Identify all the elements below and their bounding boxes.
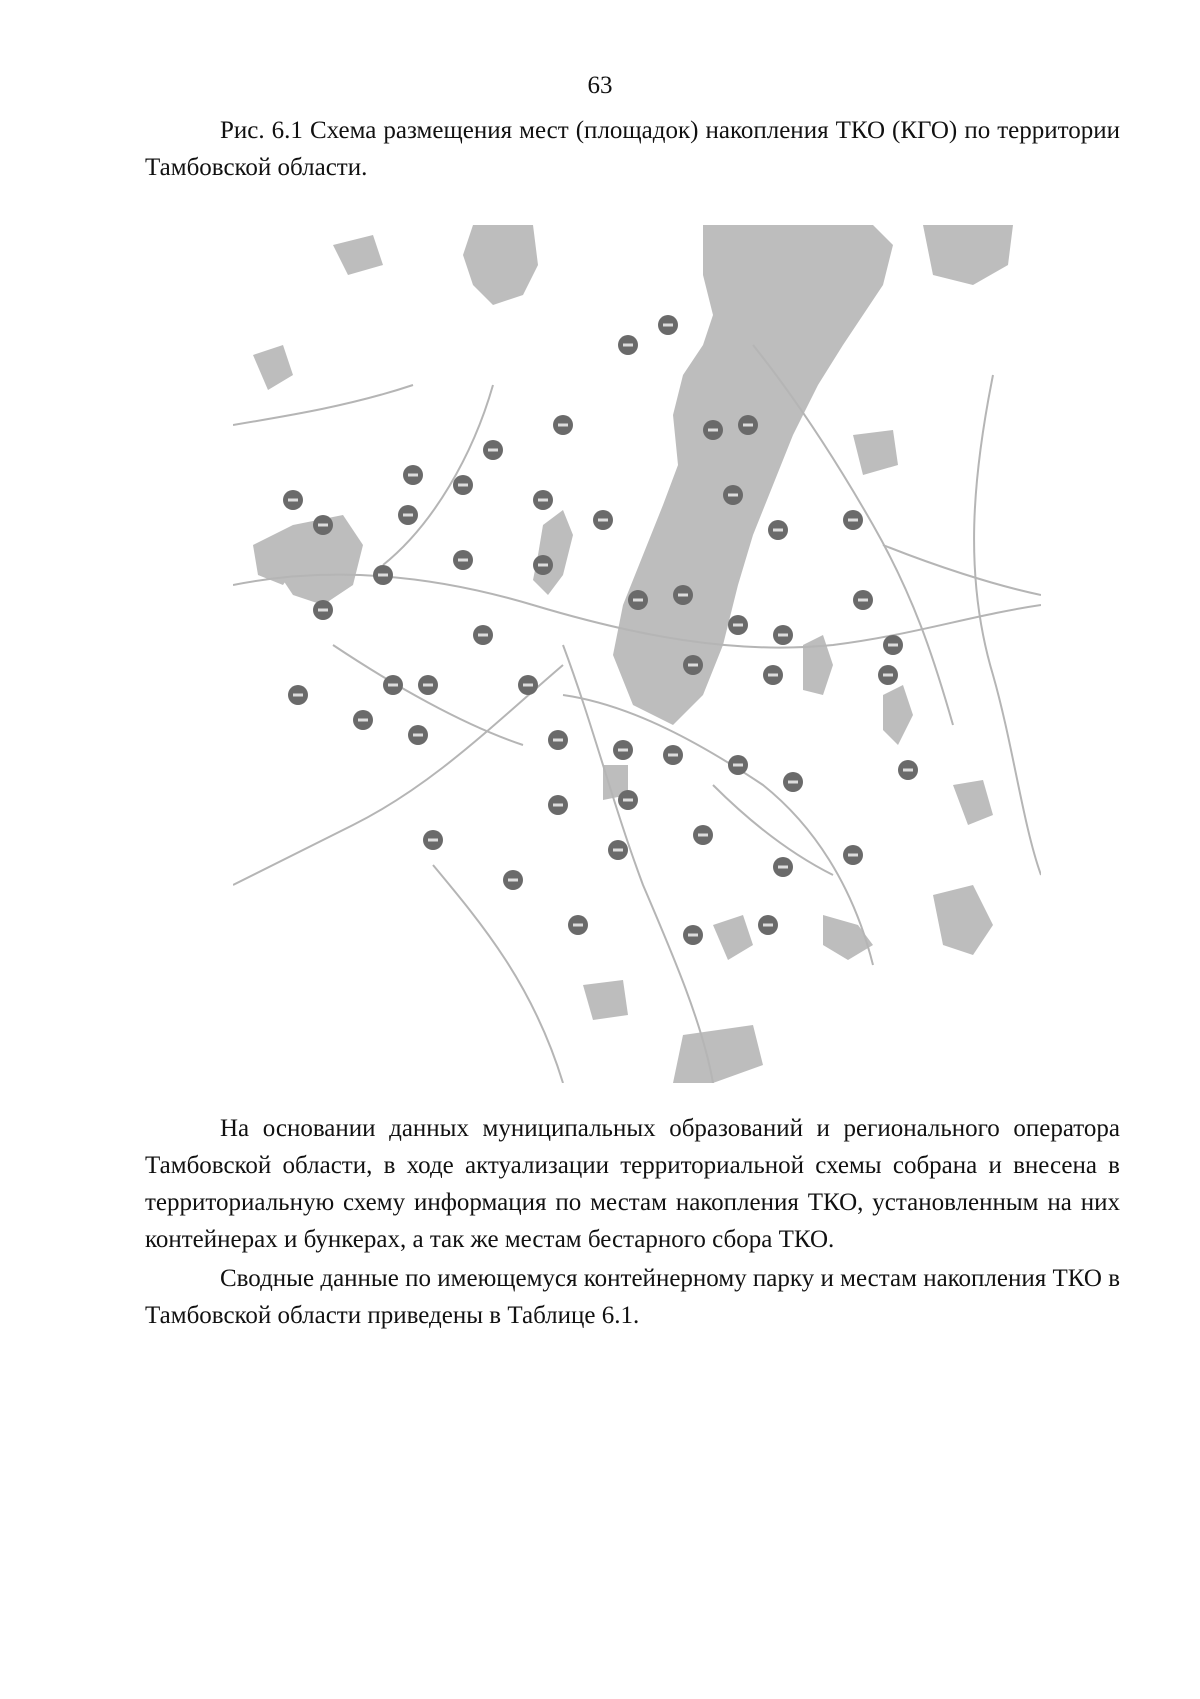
paragraph-2: Сводные данные по имеющемуся контейнерному парку и местам накопления ТКО в Тамбовской области приведены в Таблице 6.1. [145,1265,1120,1329]
map-road [883,545,1041,595]
marker-label-mark [698,834,708,837]
marker-label-mark [763,924,773,927]
marker-label-mark [458,484,468,487]
map-area [613,225,893,725]
figure-caption: Рис. 6.1 Схема размещения мест (площадок) накопления ТКО (КГО) по территории Тамбовской области. [145,117,1120,181]
marker-label-mark [388,684,398,687]
marker-label-mark [613,849,623,852]
marker-label-mark [788,781,798,784]
marker-label-mark [428,839,438,842]
marker-label-mark [558,424,568,427]
marker-label-mark [688,934,698,937]
marker-label-mark [403,514,413,517]
marker-label-mark [318,524,328,527]
map-area [583,980,628,1020]
marker-label-mark [523,684,533,687]
region-map [233,225,1041,1083]
map-road [433,865,563,1083]
marker-label-mark [573,924,583,927]
marker-label-mark [618,749,628,752]
map-area [673,1025,763,1083]
paragraph-1: На основании данных муниципальных образований и регионального оператора Тамбовской области, в ходе актуализации территориальной схемы собрана и внесена в территориальную схему информация по местам накопления ТКО, установленным на них контейнерах и бункерах, а так же местам бестарного сбора ТКО. [145,1115,1120,1253]
marker-label-mark [378,574,388,577]
map-area [713,915,753,960]
marker-label-mark [708,429,718,432]
marker-label-mark [768,674,778,677]
marker-label-mark [903,769,913,772]
map-road [563,645,713,1083]
marker-label-mark [408,474,418,477]
map-canvas [233,225,1041,1083]
map-areas [253,225,1013,1083]
marker-label-mark [733,624,743,627]
marker-label-mark [663,324,673,327]
marker-label-mark [883,674,893,677]
marker-label-mark [288,499,298,502]
marker-label-mark [668,754,678,757]
marker-label-mark [678,594,688,597]
map-area [533,510,573,595]
map-road [233,385,413,425]
marker-label-mark [488,449,498,452]
body-text [145,1110,1120,1334]
map-area [253,345,293,390]
marker-label-mark [553,739,563,742]
marker-label-mark [413,734,423,737]
map-road [383,385,493,565]
map-area [853,430,898,475]
marker-label-mark [623,344,633,347]
marker-label-mark [743,424,753,427]
marker-label-mark [358,719,368,722]
marker-label-mark [553,804,563,807]
marker-label-mark [733,764,743,767]
marker-label-mark [293,694,303,697]
map-road [713,785,833,875]
marker-label-mark [688,664,698,667]
marker-label-mark [778,866,788,869]
marker-label-mark [848,519,858,522]
marker-label-mark [848,854,858,857]
marker-label-mark [888,644,898,647]
map-road [233,665,563,885]
marker-label-mark [538,564,548,567]
marker-label-mark [458,559,468,562]
marker-label-mark [598,519,608,522]
marker-label-mark [318,609,328,612]
marker-label-mark [728,494,738,497]
marker-label-mark [423,684,433,687]
marker-label-mark [858,599,868,602]
map-area [463,225,538,305]
map-area [333,235,383,275]
map-area [923,225,1013,285]
marker-label-mark [773,529,783,532]
map-area [933,885,993,955]
marker-label-mark [508,879,518,882]
marker-label-mark [623,799,633,802]
map-area [953,780,993,825]
marker-label-mark [478,634,488,637]
map-roads [233,345,1041,1083]
map-area [883,685,913,745]
map-area [803,635,833,695]
marker-label-mark [778,634,788,637]
page-number: 63 [587,72,613,99]
marker-label-mark [633,599,643,602]
marker-label-mark [538,499,548,502]
